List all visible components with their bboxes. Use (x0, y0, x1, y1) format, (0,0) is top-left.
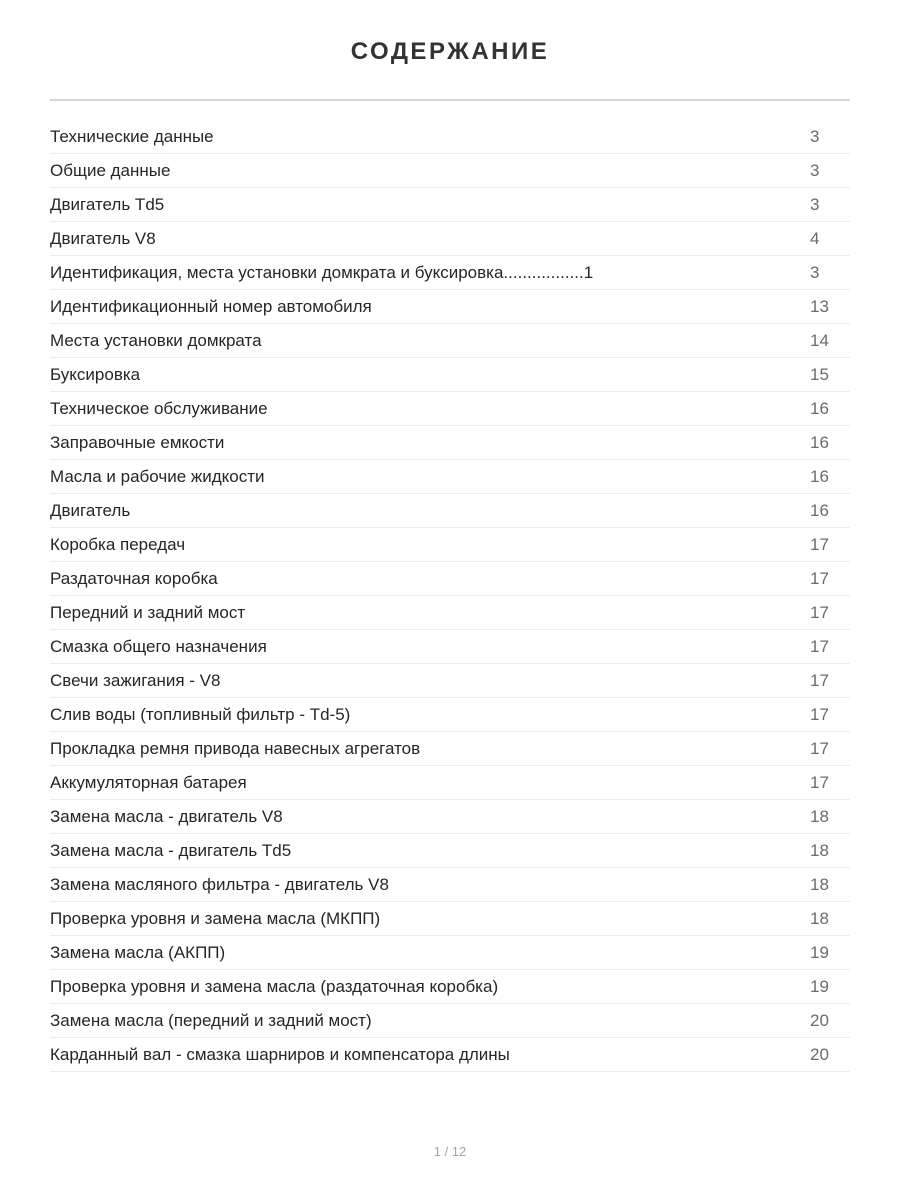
toc-entry-title: Буксировка (50, 365, 141, 384)
toc-entry[interactable] (50, 698, 850, 732)
toc-entry[interactable] (50, 222, 850, 256)
toc-entry-page-number: 18 (810, 841, 829, 860)
toc-entry-title: Технические данные (50, 127, 214, 146)
toc-entry-page-number: 14 (810, 331, 829, 350)
toc-entry-title: Карданный вал - смазка шарниров и компенсатора длины (50, 1045, 510, 1064)
toc-entry[interactable] (50, 732, 850, 766)
page-indicator: 1 / 12 (433, 1144, 467, 1159)
toc-entry[interactable] (50, 766, 850, 800)
toc-entry-page-number: 17 (810, 535, 829, 554)
toc-entry-page-number: 17 (810, 671, 829, 690)
toc-entry[interactable] (50, 1004, 850, 1038)
toc-entry[interactable] (50, 290, 850, 324)
toc-entry-page-number: 18 (810, 909, 829, 928)
toc-entry-title: Проверка уровня и замена масла (МКПП) (50, 909, 381, 928)
toc-entry-title: Техническое обслуживание (50, 399, 268, 418)
toc-entry[interactable] (50, 256, 850, 290)
toc-entry-page-number: 15 (810, 365, 829, 384)
toc-entry-page-number: 17 (810, 637, 829, 656)
toc-entry[interactable] (50, 358, 850, 392)
toc-entry-title: Общие данные (50, 161, 171, 180)
toc-entry-page-number: 20 (810, 1045, 829, 1064)
toc-entry-page-number: 19 (810, 977, 829, 996)
toc-entry-title: Аккумуляторная батарея (50, 773, 247, 792)
toc-entry[interactable] (50, 562, 850, 596)
toc-entry[interactable] (50, 936, 850, 970)
toc-entry[interactable] (50, 1038, 850, 1072)
toc-entry-title: Заправочные емкости (50, 433, 225, 452)
toc-entry[interactable] (50, 188, 850, 222)
toc-entry-title: Места установки домкрата (50, 331, 262, 350)
toc-entry[interactable] (50, 868, 850, 902)
toc-entry-title: Проверка уровня и замена масла (раздаточная коробка) (50, 977, 499, 996)
toc-entry-title: Коробка передач (50, 535, 186, 554)
toc-entry-title: Замена масла - двигатель Td5 (50, 841, 292, 860)
toc-entry[interactable] (50, 902, 850, 936)
title-divider (50, 99, 850, 101)
toc-entry-page-number: 20 (810, 1011, 829, 1030)
toc-entry[interactable] (50, 324, 850, 358)
toc-entry-title: Свечи зажигания - V8 (50, 671, 221, 690)
toc-entry-page-number: 16 (810, 399, 829, 418)
toc-entry-title: Двигатель (50, 501, 131, 520)
toc-entry[interactable] (50, 392, 850, 426)
toc-entry[interactable] (50, 494, 850, 528)
toc-entry[interactable] (50, 120, 850, 154)
toc-entry-page-number: 17 (810, 705, 829, 724)
toc-entry-page-number: 3 (810, 195, 820, 214)
toc-entry-page-number: 17 (810, 773, 829, 792)
toc-entry-title: Раздаточная коробка (50, 569, 218, 588)
toc-entry-page-number: 13 (810, 297, 829, 316)
toc-entry-page-number: 18 (810, 807, 829, 826)
toc-entry[interactable] (50, 630, 850, 664)
toc-entry-page-number: 3 (810, 263, 820, 282)
toc-entry-title: Замена масляного фильтра - двигатель V8 (50, 875, 389, 894)
toc-entry-title: Замена масла - двигатель V8 (50, 807, 283, 826)
toc-entry-page-number: 3 (810, 161, 820, 180)
toc-entry-title: Замена масла (АКПП) (50, 943, 226, 962)
toc-entry[interactable] (50, 834, 850, 868)
toc-entry-page-number: 3 (810, 127, 820, 146)
toc-entry[interactable] (50, 528, 850, 562)
toc-entry-title: Прокладка ремня привода навесных агрегатов (50, 739, 421, 758)
toc-entry[interactable] (50, 800, 850, 834)
toc-entry-page-number: 18 (810, 875, 829, 894)
toc-entry-page-number: 4 (810, 229, 820, 248)
toc-entry-page-number: 19 (810, 943, 829, 962)
toc-entry[interactable] (50, 426, 850, 460)
toc-entry-title: Масла и рабочие жидкости (50, 467, 265, 486)
toc-entry[interactable] (50, 596, 850, 630)
toc-entry-title: Идентификация, места установки домкрата и буксировка.................1 (50, 263, 594, 282)
toc-entry-title: Смазка общего назначения (50, 637, 267, 656)
toc-entry-page-number: 17 (810, 739, 829, 758)
toc-entry-title: Двигатель V8 (50, 229, 156, 248)
toc-entry-title: Замена масла (передний и задний мост) (50, 1011, 372, 1030)
toc-entry[interactable] (50, 460, 850, 494)
toc-entry-page-number: 16 (810, 433, 829, 452)
toc-entry-title: Двигатель Td5 (50, 195, 165, 214)
toc-entry-title: Идентификационный номер автомобиля (50, 297, 372, 316)
toc-entry-page-number: 16 (810, 467, 829, 486)
toc-entry-title: Передний и задний мост (50, 603, 246, 622)
table-of-contents (50, 120, 850, 1072)
toc-entry[interactable] (50, 970, 850, 1004)
toc-entry[interactable] (50, 154, 850, 188)
toc-entry-page-number: 17 (810, 569, 829, 588)
toc-entry-title: Слив воды (топливный фильтр - Td-5) (50, 705, 351, 724)
toc-entry-page-number: 17 (810, 603, 829, 622)
page-title: СОДЕРЖАНИЕ (350, 38, 550, 65)
toc-entry[interactable] (50, 664, 850, 698)
toc-entry-page-number: 16 (810, 501, 829, 520)
